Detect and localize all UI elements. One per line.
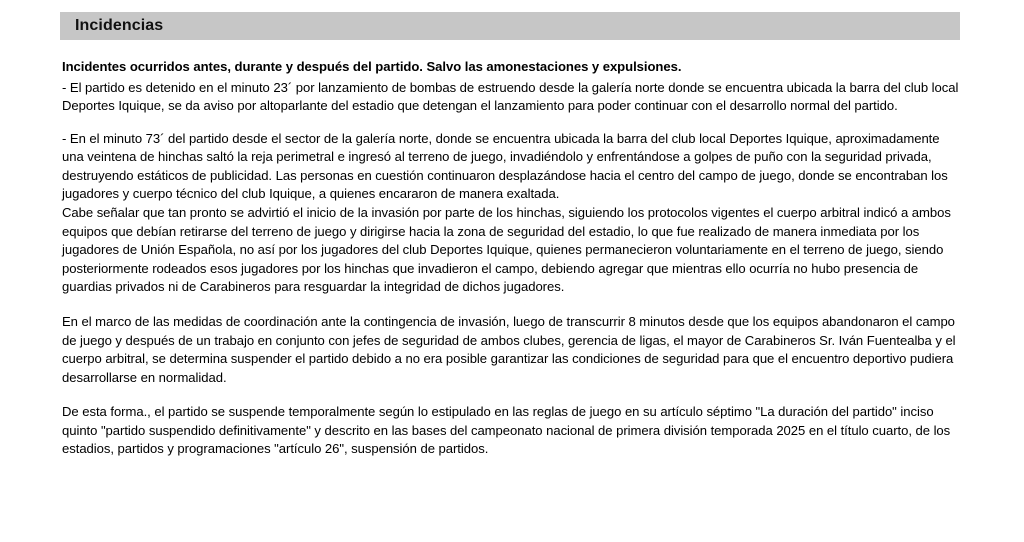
incident-paragraph-2: - En el minuto 73´ del partido desde el sector de la galería norte, donde se encuentra ubicada la barra del club local Deportes Iquique, aproximadamente una veintena de hinchas saltó la reja perimetral e ingresó al terreno de juego, invadiéndolo y enfrentándose a golpes de puño con la seguridad privada, destruyendo estáticos de publicidad. Las personas en cuestión continuaron desplazándose hacia el centro del campo de juego, donde se encontraban los jugadores y cuerpo técnico del club Iquique, a quienes encararon de manera exaltada. bbox=[62, 130, 948, 202]
paragraph-spacer-2 bbox=[62, 297, 962, 313]
section-header-incidencias bbox=[60, 12, 960, 40]
incident-paragraph-4: En el marco de las medidas de coordinación ante la contingencia de invasión, luego de transcurrir 8 minutos desde que los equipos abandonaron el campo de juego y después de un trabajo en conjunto con jefes de seguridad de ambos clubes, gerencia de ligas, el mayor de Carabineros Sr. Iván Fuentealba y el cuerpo arbitral, se determina suspender el partido debido a no era posible garantizar las condiciones de seguridad para que el encuentro deportivo pudiera desarrollarse en normalidad. bbox=[62, 313, 956, 385]
paragraph-spacer-1 bbox=[62, 116, 962, 130]
incidencias-content bbox=[62, 58, 962, 459]
incident-paragraph-3: Cabe señalar que tan pronto se advirtió el inicio de la invasión por parte de los hinchas, siguiendo los protocolos vigentes el cuerpo arbitral indicó a ambos equipos que debían retirarse del terreno de juego y dirigirse hacia la zona de seguridad del estadio, lo que fue realizado de manera inmediata por los jugadores de Unión Española, no así por los jugadores del club Deportes Iquique, quienes permanecieron voluntariamente en el terreno de juego, siendo posteriormente rodeados esos jugadores por los hinchas que invadieron el campo, debiendo agregar que mientras ello ocurría no hubo presencia de guardias privados ni de Carabineros para resguardar la integridad de dichos jugadores. bbox=[62, 205, 951, 295]
paragraph-spacer-3 bbox=[62, 387, 962, 403]
incident-paragraph-5: De esta forma., el partido se suspende temporalmente según lo estipulado en las reglas de juego en su artículo séptimo "La duración del partido" inciso quinto "partido suspendido definitivamente" y descrito en las bases del campeonato nacional de primera división temporada 2025 en el título cuarto, de los estadios, partidos y programaciones "artículo 26", suspensión de partidos. bbox=[62, 404, 951, 457]
incident-paragraph-1: - El partido es detenido en el minuto 23´ por lanzamiento de bombas de estruendo desde la galería norte donde se encuentra ubicada la barra del club local Deportes Iquique, se da aviso por altoparlante del estadio que detengan el lanzamiento para poder continuar con el desarrollo normal del partido. bbox=[62, 79, 959, 114]
section-title: Incidencias bbox=[75, 17, 164, 34]
incidencias-lead-text: Incidentes ocurridos antes, durante y después del partido. Salvo las amonestaciones y expulsiones. bbox=[62, 59, 682, 74]
